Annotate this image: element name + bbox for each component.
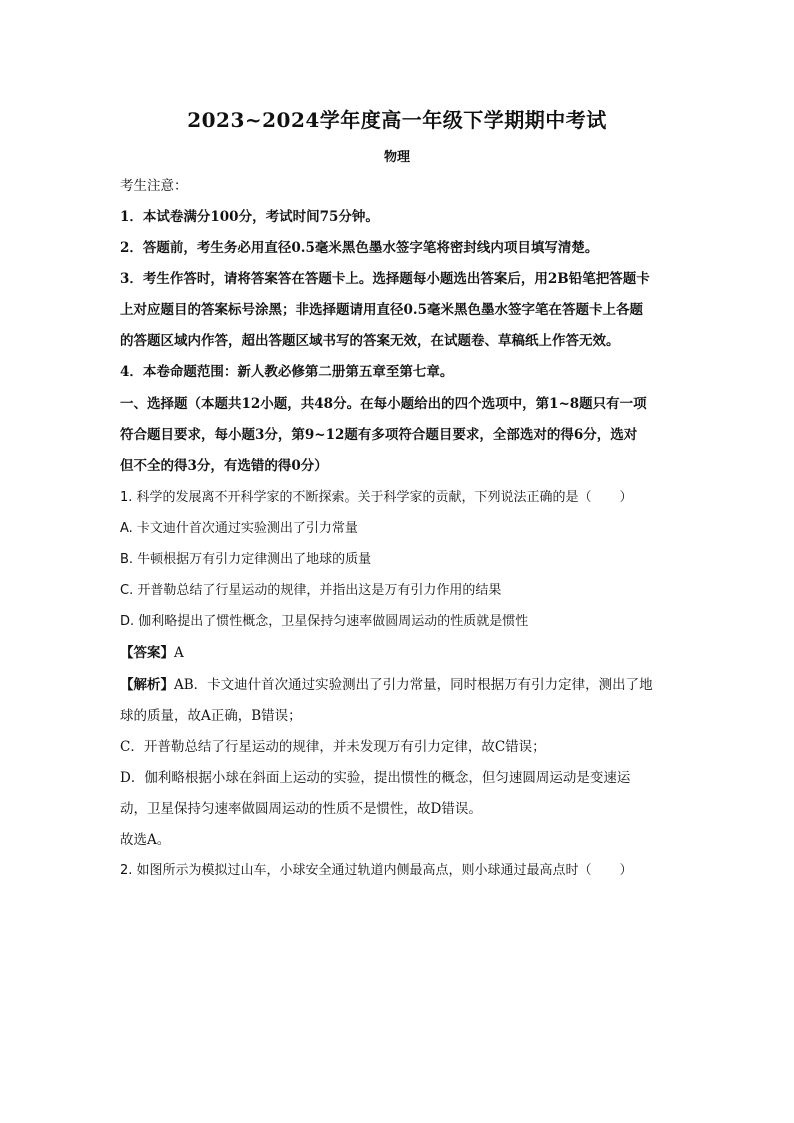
question-1-option-b: B. 牛顿根据万有引力定律测出了地球的质量 xyxy=(120,552,372,567)
notice-item: 2．答题前，考生务必用直径0.5毫米黑色墨水签字笔将密封线内项目填写清楚。 xyxy=(120,240,599,256)
question-1-analysis xyxy=(120,676,653,694)
analysis-line: 球的质量，故A正确，B错误； xyxy=(120,708,302,724)
question-1-option-d: D. 伽利略提出了惯性概念，卫星保持匀速率做圆周运动的性质就是惯性 xyxy=(120,614,529,629)
answer-value: A xyxy=(174,645,184,661)
notice-item: 的答题区域内作答，超出答题区域书写的答案无效，在试题卷、草稿纸上作答无效。 xyxy=(120,333,620,349)
question-1-option-c: C. 开普勒总结了行星运动的规律，并指出这是万有引力作用的结果 xyxy=(120,583,502,598)
question-2-stem-text: 2. 如图所示为模拟过山车，小球安全通过轨道内侧最高点，则小球通过最高点时（ xyxy=(120,863,592,878)
answer-label: 【答案】 xyxy=(120,645,174,661)
notice-heading: 考生注意： xyxy=(120,178,188,194)
section-instructions: 但不全的得3分，有选错的得0分） xyxy=(120,458,328,474)
question-2-stem-close: ） xyxy=(619,863,633,878)
analysis-line: D．伽利略根据小球在斜面上运动的实验，提出惯性的概念，但匀速圆周运动是变速运 xyxy=(120,770,631,786)
question-1-answer xyxy=(120,644,184,662)
notice-item: 3．考生作答时，请将答案答在答题卡上。选择题每小题选出答案后，用2B铅笔把答题卡 xyxy=(120,271,650,287)
subject-label: 物理 xyxy=(383,150,410,165)
notice-item: 1．本试卷满分100分，考试时间75分钟。 xyxy=(120,209,379,225)
section-instructions: 符合题目要求，每小题3分，第9~12题有多项符合题目要求，全部选对的得6分，选对 xyxy=(120,427,638,443)
question-1-stem xyxy=(120,489,633,507)
question-2-stem xyxy=(120,862,633,880)
question-1-stem-close: ） xyxy=(619,490,633,505)
notice-item: 4．本卷命题范围：新人教必修第二册第五章至第七章。 xyxy=(120,364,454,380)
analysis-line: 动，卫星保持匀速率做圆周运动的性质不是惯性，故D错误。 xyxy=(120,801,482,817)
analysis-text: AB．卡文迪什首次通过实验测出了引力常量，同时根据万有引力定律，测出了地 xyxy=(174,677,653,693)
page-title: 2023~2024学年度高一年级下学期期中考试 xyxy=(187,108,607,132)
analysis-line: C．开普勒总结了行星运动的规律，并未发现万有引力定律，故C错误； xyxy=(120,739,546,755)
section-instructions: 一、选择题（本题共12小题，共48分。在每小题给出的四个选项中，第1~8题只有一项 xyxy=(120,396,647,412)
question-1-stem-text: 1. 科学的发展离不开科学家的不断探索。关于科学家的贡献，下列说法正确的是（ xyxy=(120,490,592,505)
notice-item: 上对应题目的答案标号涂黑；非选择题请用直径0.5毫米黑色墨水签字笔在答题卡上各题 xyxy=(120,302,643,318)
analysis-label: 【解析】 xyxy=(120,677,174,693)
question-1-option-a: A. 卡文迪什首次通过实验测出了引力常量 xyxy=(120,521,358,536)
analysis-line: 故选A。 xyxy=(120,832,171,848)
